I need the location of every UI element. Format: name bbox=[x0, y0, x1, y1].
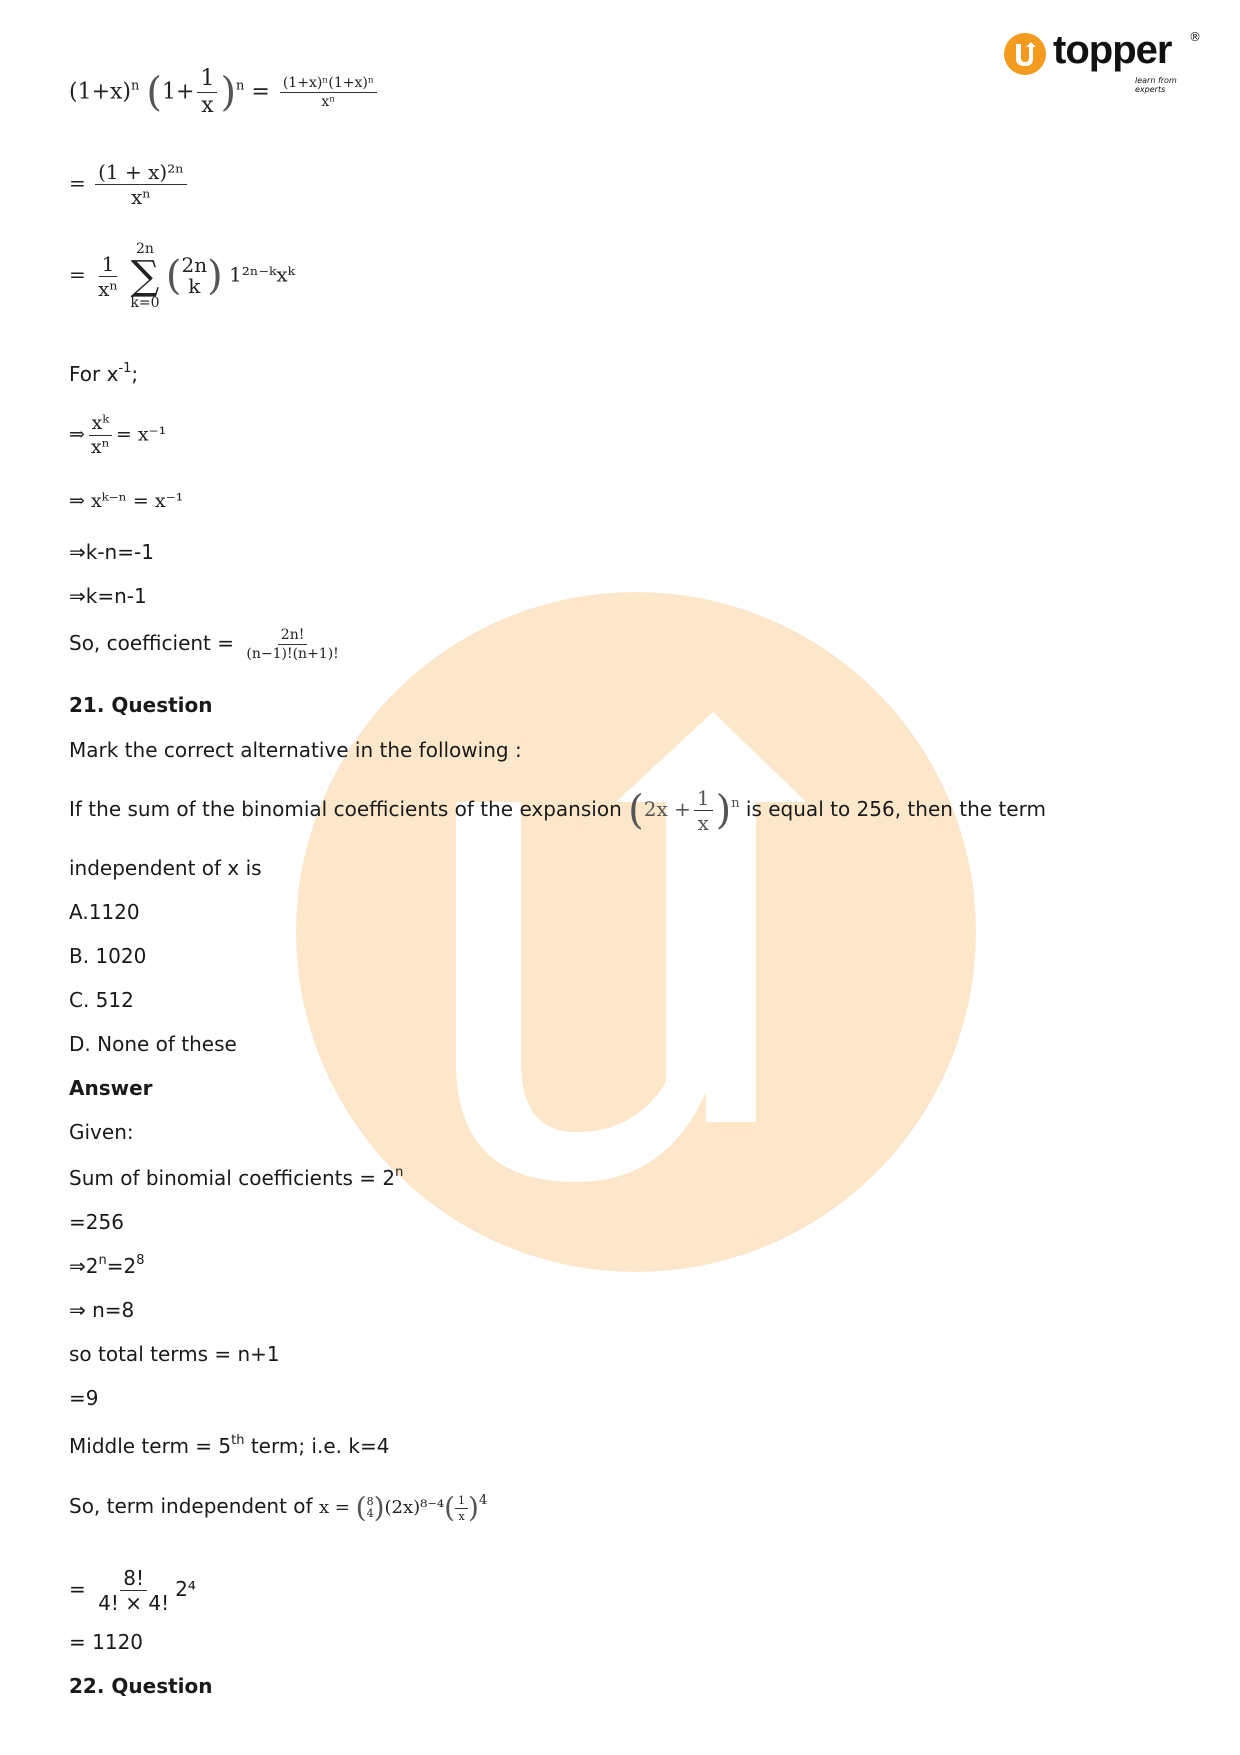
indep-frac-den: x bbox=[458, 1509, 465, 1523]
n-equals-8-line: ⇒ n=8 bbox=[69, 1298, 135, 1322]
result-line: = 1120 bbox=[69, 1630, 144, 1654]
coef-den: (n−1)!(n+1)! bbox=[246, 646, 339, 662]
question-22-title: 22. Question bbox=[69, 1674, 213, 1698]
brand-registered: ® bbox=[1189, 30, 1201, 44]
for-text: For x bbox=[69, 362, 119, 386]
eq-256-line: =256 bbox=[69, 1210, 124, 1234]
sum-coef-sup: n bbox=[395, 1165, 404, 1180]
option-d: D. None of these bbox=[69, 1032, 237, 1056]
coefficient-line bbox=[69, 628, 345, 661]
eq3-sigma-bottom: k=0 bbox=[130, 295, 160, 311]
equation-3: = $\frac{1}{\text{xⁿ}}$ 2n ∑ k=0 ( 2n k ) 1²ⁿ⁻ᵏxᵏ bbox=[69, 241, 295, 311]
q21-text-b: is equal to 256, then the term bbox=[745, 797, 1046, 821]
implication-1: ⇒ $\frac{\text{xᵏ}}{\text{xⁿ}}$ = x⁻¹ bbox=[69, 412, 167, 458]
eq3-sigma-top: 2n bbox=[136, 241, 154, 257]
middle-sup: th bbox=[231, 1433, 245, 1448]
implication-4: ⇒k=n-1 bbox=[69, 584, 147, 608]
middle-b: term; i.e. k=4 bbox=[244, 1434, 390, 1458]
for-x-line bbox=[69, 361, 139, 386]
eq1-rhs-num: (1+x)ⁿ(1+x)ⁿ bbox=[280, 76, 377, 93]
sum-coef-text: Sum of binomial coefficients = 2 bbox=[69, 1166, 396, 1190]
q21-expr-exp: n bbox=[731, 796, 740, 811]
brand-name: topper bbox=[1053, 28, 1172, 72]
indep-binom-top: 8 bbox=[366, 1495, 374, 1509]
eq1-frac-den: x bbox=[201, 93, 214, 118]
equation-1: $(1+x)^n$ (1+ $\frac{1}{x}$ )$^n$ = $\frac{\text{(1+x)ⁿ(1+x)ⁿ}}{\text{xⁿ}}$ bbox=[69, 68, 380, 117]
eq3-xn: xⁿ bbox=[98, 276, 119, 301]
topper-logo bbox=[1003, 28, 1203, 94]
eq1-lhs-a: (1+x) bbox=[69, 79, 132, 105]
eq2-num: (1 + x)²ⁿ bbox=[95, 162, 187, 185]
imp1-num: xᵏ bbox=[89, 414, 113, 436]
eq2-den: xⁿ bbox=[131, 185, 151, 209]
pow-a: ⇒2 bbox=[69, 1254, 99, 1278]
option-c: C. 512 bbox=[69, 988, 134, 1012]
fact-tail: 2⁴ bbox=[175, 1577, 196, 1601]
question-21-text: If the sum of the binomial coefficients of the expansion (2x + $\frac{1}{x}$ )$^n$ is equal to 256, then the term bbox=[69, 786, 1046, 835]
fact-num: 8! bbox=[120, 1568, 147, 1591]
question-21-title: 21. Question bbox=[69, 693, 213, 717]
indep-x: x = bbox=[318, 1497, 350, 1518]
for-semi: ; bbox=[131, 362, 139, 386]
answer-heading: Answer bbox=[69, 1076, 153, 1100]
indep-binom-bottom: 4 bbox=[366, 1507, 374, 1520]
option-a: A.1120 bbox=[69, 900, 140, 924]
fact-den: 4! × 4! bbox=[98, 1591, 170, 1615]
indep-mid: (2x)⁸⁻⁴ bbox=[384, 1497, 445, 1518]
eq3-sigma: ∑ bbox=[130, 253, 160, 299]
q21-expr-a: 2x + bbox=[643, 797, 691, 821]
total-terms-line: so total terms = n+1 bbox=[69, 1342, 280, 1366]
factorial-line: = $\frac{8!}{4! \times 4!}$ 2⁴ bbox=[69, 1566, 196, 1615]
pow-a-sup: n bbox=[98, 1253, 107, 1268]
topper-logo-icon bbox=[1003, 32, 1047, 76]
middle-a: Middle term = 5 bbox=[69, 1434, 232, 1458]
brand-tagline: learn from experts bbox=[1135, 76, 1177, 94]
implication-2: ⇒ xᵏ⁻ⁿ = x⁻¹ bbox=[69, 490, 184, 512]
for-sup: -1 bbox=[118, 361, 132, 376]
q21-text-a: If the sum of the binomial coefficients of the expansion bbox=[69, 797, 622, 821]
middle-term-line bbox=[69, 1433, 390, 1458]
q21-expr-num: 1 bbox=[694, 788, 713, 811]
q21-expr-den: x bbox=[697, 811, 709, 835]
indep-frac-num: 1 bbox=[455, 1495, 468, 1509]
pow-b-sup: 8 bbox=[136, 1253, 145, 1268]
question-21-text-cont: independent of x is bbox=[69, 856, 262, 880]
pow-b: =2 bbox=[106, 1254, 137, 1278]
power-line bbox=[69, 1253, 145, 1278]
sum-coefficients-line bbox=[69, 1165, 404, 1190]
eq1-rhs-den: xⁿ bbox=[321, 94, 336, 110]
question-21-instruction: Mark the correct alternative in the following : bbox=[69, 738, 522, 762]
coef-num: 2n! bbox=[278, 628, 308, 645]
eq3-tail: 1²ⁿ⁻ᵏxᵏ bbox=[229, 262, 295, 287]
option-b: B. 1020 bbox=[69, 944, 147, 968]
indep-label: So, term independent of bbox=[69, 1494, 313, 1518]
eq1-lhs-b: 1+ bbox=[162, 79, 195, 105]
eq3-binom-top: 2n bbox=[181, 253, 208, 277]
indep-exp: 4 bbox=[478, 1493, 488, 1508]
eq-9-line: =9 bbox=[69, 1386, 99, 1410]
equation-2: = $\frac{\text{(1 + x)²ⁿ}}{\text{xⁿ}}$ bbox=[69, 162, 190, 207]
given-line: Given: bbox=[69, 1120, 134, 1144]
imp1-den: xⁿ bbox=[90, 436, 110, 458]
eq3-one: 1 bbox=[99, 254, 118, 277]
coef-label: So, coefficient = bbox=[69, 631, 235, 655]
imp1-rhs: = x⁻¹ bbox=[115, 423, 167, 446]
eq3-binom-bottom: k bbox=[188, 274, 201, 298]
independent-term-line: So, term independent of x = ( 8 4 )(2x)⁸⁻⁴( $\frac{1}{x}$ )$^4$ bbox=[69, 1491, 488, 1524]
eq1-frac-num: 1 bbox=[197, 68, 217, 93]
eq1-exp: n bbox=[236, 78, 245, 94]
implication-3: ⇒k-n=-1 bbox=[69, 540, 154, 564]
